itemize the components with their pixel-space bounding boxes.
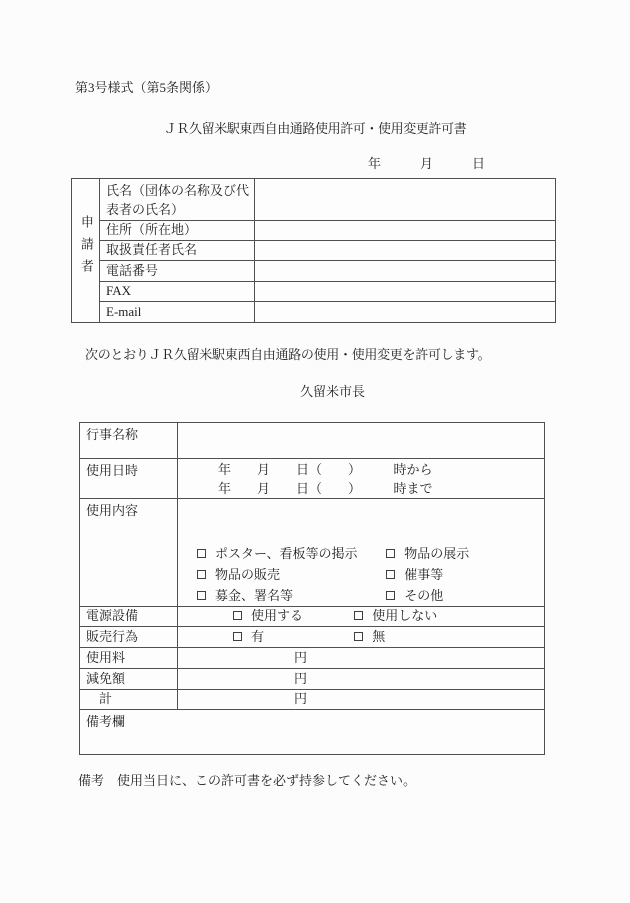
applicant-group-label [72,179,100,323]
applicant-table [71,178,556,323]
checkbox-icon[interactable] [233,611,242,620]
use-content-field[interactable] [178,499,545,607]
reduction-amount-label: 減免額 [80,669,178,690]
checkbox-icon[interactable] [233,632,242,641]
total-label: 計 [80,690,178,710]
remarks-field[interactable] [80,709,545,754]
email-label: E-mail [100,302,255,323]
name-field[interactable] [255,179,556,221]
email-field[interactable] [255,302,556,323]
issuer-title: 久留米市長 [300,384,366,399]
usage-fee-label: 使用料 [80,648,178,669]
address-field[interactable] [255,221,556,241]
applicant-group-label-text: 申請者 [78,214,94,281]
checkbox-icon[interactable] [354,632,363,641]
name-label: 氏名（団体の名称及び代表者の氏名） [100,179,255,221]
table-row [72,179,556,221]
option-label: ポスター、看板等の掲示 [215,546,358,561]
total-field[interactable]: 円 [178,690,545,710]
table-row [80,627,545,648]
handler-name-field[interactable] [255,241,556,261]
use-content-options [178,502,544,606]
checkbox-icon[interactable] [197,591,206,600]
table-row [72,302,556,323]
permit-table [79,422,545,755]
fax-label: FAX [100,282,255,302]
option-label: 無 [372,628,386,644]
address-label: 住所（所在地） [100,221,255,241]
sales-activity-field[interactable] [178,627,545,648]
table-row [80,669,545,690]
option-label: 募金、署名等 [215,588,294,603]
phone-field[interactable] [255,261,556,282]
sales-activity-label: 販売行為 [80,627,178,648]
option-label: 使用する [251,608,304,624]
power-equipment-field[interactable] [178,607,545,627]
checkbox-icon[interactable] [386,570,395,579]
form-number: 第3号様式（第5条関係） [75,80,219,95]
table-row [80,607,545,627]
option-label: その他 [404,588,444,603]
option-line [197,564,544,585]
phone-label: 電話番号 [100,261,255,282]
option-line [197,543,544,564]
option-line [197,585,544,606]
footer-note: 備考 使用当日に、この許可書を必ず持参してください。 [78,773,417,788]
use-content-label: 使用内容 [80,499,178,607]
table-row [72,261,556,282]
checkbox-icon[interactable] [386,591,395,600]
checkbox-icon[interactable] [354,611,363,620]
table-row [80,709,545,754]
document-title: ＪＲ久留米駅東西自由通路使用許可・使用変更許可書 [163,121,467,136]
power-equipment-label: 電源設備 [80,607,178,627]
table-row [80,423,545,459]
use-datetime-label: 使用日時 [80,459,178,499]
permission-statement: 次のとおりＪＲ久留米駅東西自由通路の使用・使用変更を許可します。 [85,347,491,362]
option-label: 物品の展示 [404,546,470,561]
table-row [80,499,545,607]
table-row [80,690,545,710]
table-row [80,648,545,669]
checkbox-icon[interactable] [386,549,395,558]
checkbox-icon[interactable] [197,570,206,579]
event-name-label: 行事名称 [80,423,178,459]
usage-fee-field[interactable]: 円 [178,648,545,669]
table-row [72,282,556,302]
option-label: 催事等 [404,567,444,582]
remarks-label: 備考欄 [86,713,126,729]
use-datetime-to: 年 月 日（ ） 時まで [218,480,433,496]
option-label: 有 [251,628,265,644]
use-datetime-field[interactable] [178,459,545,499]
issue-date-line: 年 月 日 [368,156,486,171]
table-row [72,241,556,261]
option-label: 物品の販売 [215,567,281,582]
table-row [80,459,545,499]
use-datetime-from: 年 月 日（ ） 時から [218,461,433,477]
table-row [72,221,556,241]
fax-field[interactable] [255,282,556,302]
event-name-field[interactable] [178,423,545,459]
option-label: 使用しない [372,608,438,624]
checkbox-icon[interactable] [197,549,206,558]
reduction-amount-field[interactable]: 円 [178,669,545,690]
handler-name-label: 取扱責任者氏名 [100,241,255,261]
